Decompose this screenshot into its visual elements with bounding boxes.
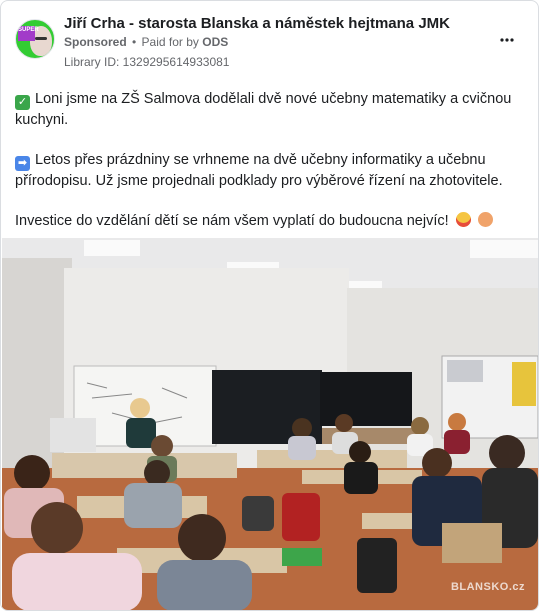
sponsored-label: Sponsored (64, 35, 127, 49)
backpack (242, 496, 274, 531)
student (157, 560, 252, 611)
student (178, 514, 226, 562)
student (12, 553, 142, 611)
student (448, 413, 466, 431)
student (422, 448, 452, 478)
student (14, 455, 50, 491)
student-desk (257, 450, 407, 468)
post-body (15, 89, 520, 251)
post-paragraph-1 (15, 89, 520, 130)
avatar-badge: SUPER (18, 26, 35, 41)
student (124, 483, 182, 528)
printer (50, 418, 96, 452)
book (282, 548, 322, 566)
student (288, 436, 316, 460)
library-id: Library ID: 1329295614933081 (64, 55, 230, 69)
paid-for-label: Paid for by (141, 35, 199, 49)
post-paragraph-2 (15, 150, 520, 191)
page-name-link[interactable]: Jiří Crha - starosta Blanska a náměstek hejtmana JMK (64, 15, 450, 32)
student (151, 435, 173, 457)
separator-dot: • (128, 35, 140, 49)
display-screen (320, 372, 412, 426)
student (31, 502, 83, 554)
paragraph-1-text: Loni jsme na ZŠ Salmova dodělali dvě nové učebny matematiky a cvičnou kuchyni. (15, 91, 512, 128)
student (344, 462, 378, 494)
chair (442, 523, 502, 563)
poster (512, 362, 536, 406)
post-header (15, 15, 524, 71)
face-icon (478, 212, 493, 227)
student (444, 430, 470, 454)
grinning-face-icon (456, 212, 471, 227)
student (144, 460, 170, 486)
student (349, 441, 371, 463)
poster (447, 360, 483, 382)
post-photo[interactable] (2, 238, 539, 611)
page-avatar[interactable] (15, 19, 55, 59)
ceiling-light (84, 240, 140, 256)
backpack (282, 493, 320, 541)
more-horizontal-icon (500, 38, 514, 42)
check-mark-icon: ✓ (15, 95, 30, 110)
right-arrow-icon: ➡ (15, 156, 30, 171)
backpack (357, 538, 397, 593)
more-options-button[interactable] (496, 31, 518, 45)
ceiling-light (470, 240, 538, 258)
student (292, 418, 312, 438)
student (411, 417, 429, 435)
paragraph-2-text: Letos přes prázdniny se vrhneme na dvě učebny informatiky a učebnu přírodopisu. Už jsme projednali podklady pro výběrové řízení na zhotovitele. (15, 152, 503, 189)
paragraph-3-text: Investice do vzdělání dětí se nám všem vyplatí do budoucna nejvíc! (15, 213, 449, 229)
photo-watermark: BLANSKO.cz (450, 581, 525, 593)
post-paragraph-3 (15, 211, 520, 231)
teacher-head (130, 398, 150, 418)
paid-for-name: ODS (202, 35, 229, 49)
student (335, 414, 353, 432)
student (489, 435, 525, 471)
classroom-photo (2, 238, 539, 611)
sponsor-line (64, 35, 228, 49)
